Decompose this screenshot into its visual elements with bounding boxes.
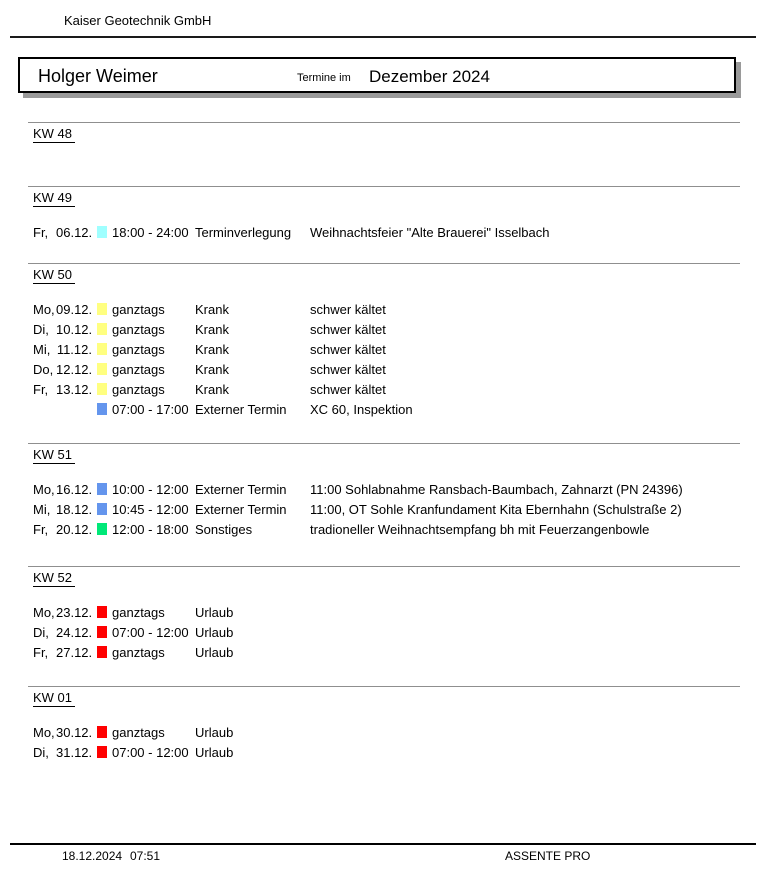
subtitle-prefix: Termine im — [297, 72, 351, 84]
week-heading: KW 51 — [33, 447, 75, 464]
date-label: 11.12. — [56, 341, 92, 357]
date-label: 27.12. — [56, 644, 93, 660]
weekday-label: Di, — [33, 624, 49, 640]
letterhead-rule — [10, 36, 756, 38]
date-label: 18.12. — [56, 501, 93, 517]
date-label: 30.12. — [56, 724, 93, 740]
appointment-type: Externer Termin — [195, 401, 287, 417]
category-color-swatch — [97, 646, 107, 658]
appointment-rows — [0, 479, 780, 539]
category-color-swatch — [97, 503, 107, 515]
date-label: 20.12. — [56, 521, 93, 537]
time-range: 07:00 - 12:00 — [112, 744, 189, 760]
weekday-label: Fr, — [33, 224, 49, 240]
appointment-type: Urlaub — [195, 624, 234, 640]
print-date: 18.12.2024 — [62, 849, 123, 863]
category-color-swatch — [97, 483, 107, 495]
week-section — [0, 566, 780, 662]
category-color-swatch — [97, 226, 107, 238]
appointment-rows — [0, 299, 780, 419]
appointment-row — [0, 399, 780, 419]
week-section — [0, 443, 780, 539]
appointment-description: Weihnachtsfeier "Alte Brauerei" Isselbach — [310, 224, 550, 240]
appointment-type: Krank — [195, 381, 229, 397]
appointment-type: Urlaub — [195, 644, 234, 660]
appointment-description: tradioneller Weihnachtsempfang bh mit Feuerzangenbowle — [310, 521, 650, 537]
category-color-swatch — [97, 303, 107, 315]
appointment-type: Krank — [195, 361, 229, 377]
time-range: ganztags — [112, 361, 165, 377]
date-label: 06.12. — [56, 224, 93, 240]
appointment-rows — [0, 222, 780, 242]
date-label: 12.12. — [56, 361, 93, 377]
category-color-swatch — [97, 746, 107, 758]
appointment-description: 11:00, OT Sohle Kranfundament Kita Ebernhahn (Schulstraße 2) — [310, 501, 682, 517]
date-label: 24.12. — [56, 624, 93, 640]
category-color-swatch — [97, 323, 107, 335]
time-range: ganztags — [112, 724, 165, 740]
company-name: Kaiser Geotechnik GmbH — [64, 13, 212, 28]
appointment-row — [0, 222, 780, 242]
time-range: 18:00 - 24:00 — [112, 224, 189, 240]
weekday-label: Mo, — [33, 604, 55, 620]
appointment-description: schwer kältet — [310, 341, 386, 357]
week-heading: KW 49 — [33, 190, 75, 207]
appointment-type: Urlaub — [195, 724, 234, 740]
section-divider — [28, 186, 740, 187]
section-divider — [28, 443, 740, 444]
weekday-label: Fr, — [33, 644, 49, 660]
weekday-label: Di, — [33, 744, 49, 760]
weekday-label: Di, — [33, 321, 49, 337]
appointment-row — [0, 339, 780, 359]
time-range: 10:45 - 12:00 — [112, 501, 189, 517]
appointment-row — [0, 319, 780, 339]
time-range: 07:00 - 12:00 — [112, 624, 189, 640]
appointment-row — [0, 602, 780, 622]
time-range: ganztags — [112, 341, 165, 357]
appointment-type: Terminverlegung — [195, 224, 292, 240]
appointment-description: XC 60, Inspektion — [310, 401, 413, 417]
category-color-swatch — [97, 383, 107, 395]
weekday-label: Mo, — [33, 481, 55, 497]
date-label: 31.12. — [56, 744, 93, 760]
appointment-row — [0, 359, 780, 379]
time-range: ganztags — [112, 604, 165, 620]
appointment-description: 11:00 Sohlabnahme Ransbach-Baumbach, Zahnarzt (PN 24396) — [310, 481, 683, 497]
date-label: 23.12. — [56, 604, 93, 620]
appointment-row — [0, 622, 780, 642]
category-color-swatch — [97, 363, 107, 375]
appointment-type: Krank — [195, 321, 229, 337]
appointment-type: Urlaub — [195, 744, 234, 760]
appointment-type: Krank — [195, 341, 229, 357]
person-name: Holger Weimer — [38, 66, 158, 86]
category-color-swatch — [97, 403, 107, 415]
weekday-label: Fr, — [33, 521, 49, 537]
section-divider — [28, 263, 740, 264]
weekday-label: Fr, — [33, 381, 49, 397]
appointment-description: schwer kältet — [310, 381, 386, 397]
appointment-row — [0, 499, 780, 519]
app-name: ASSENTE PRO — [505, 849, 591, 863]
category-color-swatch — [97, 606, 107, 618]
appointment-row — [0, 299, 780, 319]
category-color-swatch — [97, 626, 107, 638]
week-section — [0, 686, 780, 762]
weekday-label: Mo, — [33, 724, 55, 740]
category-color-swatch — [97, 523, 107, 535]
category-color-swatch — [97, 343, 107, 355]
appointment-row — [0, 642, 780, 662]
appointment-row — [0, 379, 780, 399]
date-label: 13.12. — [56, 381, 93, 397]
appointment-rows — [0, 602, 780, 662]
time-range: 10:00 - 12:00 — [112, 481, 189, 497]
week-heading: KW 50 — [33, 267, 75, 284]
section-divider — [28, 686, 740, 687]
week-section — [0, 122, 780, 158]
week-heading: KW 48 — [33, 126, 75, 143]
week-heading: KW 52 — [33, 570, 75, 587]
date-label: 09.12. — [56, 301, 93, 317]
weekday-label: Do, — [33, 361, 54, 377]
appointment-description: schwer kältet — [310, 301, 386, 317]
appointment-description: schwer kältet — [310, 361, 386, 377]
week-heading: KW 01 — [33, 690, 75, 707]
appointment-description: schwer kältet — [310, 321, 386, 337]
date-label: 10.12. — [56, 321, 93, 337]
section-divider — [28, 122, 740, 123]
print-time: 07:51 — [130, 849, 161, 863]
weekday-label: Mi, — [33, 501, 51, 517]
appointment-row — [0, 742, 780, 762]
appointment-type: Sonstiges — [195, 521, 253, 537]
time-range: ganztags — [112, 301, 165, 317]
time-range: 07:00 - 17:00 — [112, 401, 189, 417]
appointment-row — [0, 479, 780, 499]
week-section — [0, 263, 780, 419]
time-range: 12:00 - 18:00 — [112, 521, 189, 537]
weekday-label: Mo, — [33, 301, 55, 317]
week-section — [0, 186, 780, 242]
month-title: Dezember 2024 — [369, 67, 490, 86]
appointment-row — [0, 519, 780, 539]
category-color-swatch — [97, 726, 107, 738]
appointment-type: Krank — [195, 301, 229, 317]
date-label: 16.12. — [56, 481, 93, 497]
appointment-type: Externer Termin — [195, 501, 287, 517]
appointment-rows — [0, 722, 780, 762]
appointment-row — [0, 722, 780, 742]
section-divider — [28, 566, 740, 567]
weekday-label: Mi, — [33, 341, 51, 357]
time-range: ganztags — [112, 644, 165, 660]
report-header-box — [18, 57, 736, 93]
time-range: ganztags — [112, 321, 165, 337]
appointment-type: Externer Termin — [195, 481, 287, 497]
footer-divider — [10, 843, 756, 845]
appointment-type: Urlaub — [195, 604, 234, 620]
time-range: ganztags — [112, 381, 165, 397]
